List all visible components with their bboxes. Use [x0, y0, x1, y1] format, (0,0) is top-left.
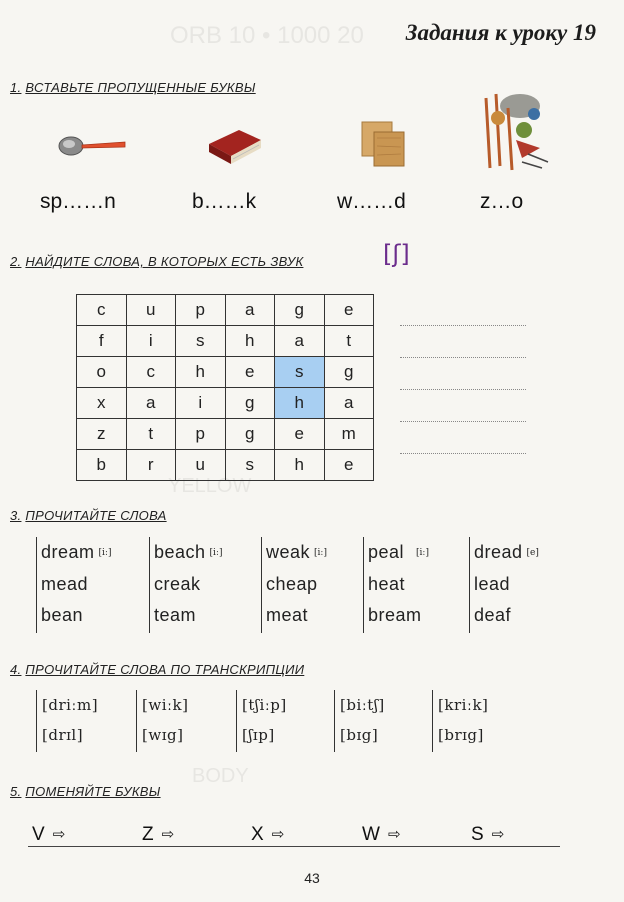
grid-row [77, 450, 374, 481]
grid-cell[interactable]: t [126, 419, 176, 450]
word: bean [41, 605, 84, 625]
section-5-title: ПОМЕНЯЙТЕ БУКВЫ [25, 784, 161, 799]
grid-cell[interactable]: f [77, 326, 127, 357]
letter-change-row [30, 824, 560, 848]
grid-row [77, 326, 374, 357]
grid-cell[interactable]: g [324, 357, 374, 388]
grid-cell[interactable]: g [275, 295, 325, 326]
transcription-column [136, 690, 236, 752]
grid-cell[interactable]: h [275, 388, 325, 419]
arrow-right-icon: ⇨ [491, 826, 505, 843]
transcription: [brɪg] [438, 726, 484, 744]
grid-cell[interactable]: z [77, 419, 127, 450]
word-column [149, 537, 261, 633]
grid-cell[interactable]: c [126, 357, 176, 388]
word: bream [368, 605, 422, 625]
grid-cell[interactable]: c [77, 295, 127, 326]
grid-cell[interactable]: m [324, 419, 374, 450]
letter-change-item: Z ⇨ [142, 824, 175, 845]
word-column [363, 537, 469, 633]
section-3-heading [10, 508, 167, 523]
grid-cell[interactable]: e [275, 419, 325, 450]
transcription-column [236, 690, 334, 752]
section-1-title: ВСТАВЬТЕ ПРОПУЩЕННЫЕ БУКВЫ [25, 80, 256, 95]
section-2-heading [10, 254, 303, 269]
word: creak [154, 574, 201, 594]
grid-cell[interactable]: e [324, 450, 374, 481]
section-5-heading [10, 784, 161, 799]
wood-icon [360, 120, 406, 173]
word: deaf [474, 605, 512, 625]
transcription: [bɪg] [340, 726, 379, 744]
grid-cell[interactable]: i [176, 388, 226, 419]
grid-cell[interactable]: g [225, 419, 275, 450]
section-3-number: 3. [10, 508, 22, 523]
grid-cell[interactable]: a [275, 326, 325, 357]
section-2-number: 2. [10, 254, 22, 269]
column-head-word: beach [iː] [154, 542, 223, 562]
answer-line[interactable] [400, 453, 526, 454]
grid-cell[interactable]: b [77, 450, 127, 481]
grid-cell[interactable]: h [275, 450, 325, 481]
grid-cell[interactable]: p [176, 419, 226, 450]
transcription-column [334, 690, 432, 752]
answer-line[interactable] [400, 421, 526, 422]
grid-cell[interactable]: e [225, 357, 275, 388]
read-words-table [36, 537, 569, 633]
zoo-icon [478, 88, 552, 177]
letter-change-item: W ⇨ [362, 824, 401, 845]
section-3-title: ПРОЧИТАЙТЕ СЛОВА [25, 508, 167, 523]
transcription: [tʃiːp] [242, 696, 287, 714]
transcription: [biːtʃ] [340, 696, 385, 714]
grid-row [77, 419, 374, 450]
grid-row [77, 388, 374, 419]
transcription-column [36, 690, 136, 752]
missing-letters-word-2: b……k [192, 190, 257, 213]
column-head-word: dread [e] [474, 542, 539, 562]
grid-cell[interactable]: s [176, 326, 226, 357]
grid-cell[interactable]: u [126, 295, 176, 326]
grid-cell[interactable]: g [225, 388, 275, 419]
transcription-column [432, 690, 532, 752]
answer-line[interactable] [400, 325, 526, 326]
grid-cell[interactable]: p [176, 295, 226, 326]
letter-change-item: S ⇨ [471, 824, 505, 845]
transcription: [wɪg] [142, 726, 184, 744]
arrow-right-icon: ⇨ [161, 826, 175, 843]
grid-row [77, 295, 374, 326]
letter-grid [76, 294, 374, 481]
transcription: [ʃɪp] [242, 726, 275, 744]
section-1-number: 1. [10, 80, 22, 95]
grid-cell[interactable]: s [225, 450, 275, 481]
arrow-right-icon: ⇨ [387, 826, 401, 843]
grid-cell[interactable]: s [275, 357, 325, 388]
word: meat [266, 605, 309, 625]
column-head-word: peal [iː] [368, 542, 429, 562]
section-4-title: ПРОЧИТАЙТЕ СЛОВА ПО ТРАНСКРИПЦИИ [25, 662, 305, 677]
book-icon [205, 124, 265, 173]
section-1-heading [10, 80, 256, 95]
grid-cell[interactable]: i [126, 326, 176, 357]
arrow-right-icon: ⇨ [52, 826, 66, 843]
column-head-word: weak [iː] [266, 542, 327, 562]
word-column [36, 537, 149, 633]
missing-letters-word-3: w……d [337, 190, 406, 213]
grid-cell[interactable]: t [324, 326, 374, 357]
section-2-title: НАЙДИТЕ СЛОВА, В КОТОРЫХ ЕСТЬ ЗВУК [25, 254, 304, 269]
target-sound: [ʃ] [383, 240, 410, 268]
word-column [469, 537, 569, 633]
transcription-table [36, 690, 532, 752]
grid-cell[interactable]: a [225, 295, 275, 326]
transcription: [driːm] [42, 696, 99, 714]
grid-cell[interactable]: h [225, 326, 275, 357]
grid-cell[interactable]: e [324, 295, 374, 326]
word: heat [368, 574, 406, 594]
transcription: [drɪl] [42, 726, 84, 744]
column-head-word: dream [iː] [41, 542, 112, 562]
grid-cell[interactable]: h [176, 357, 226, 388]
section-5-number: 5. [10, 784, 22, 799]
page-title: Задания к уроку 19 [405, 20, 596, 45]
answer-line[interactable] [28, 846, 560, 847]
grid-cell[interactable]: x [77, 388, 127, 419]
word-column [261, 537, 363, 633]
grid-cell[interactable]: u [176, 450, 226, 481]
answer-line[interactable] [400, 357, 526, 358]
letter-change-item: X ⇨ [251, 824, 285, 845]
transcription: [kriːk] [438, 696, 489, 714]
word: cheap [266, 574, 318, 594]
section-4-number: 4. [10, 662, 22, 677]
grid-cell[interactable]: r [126, 450, 176, 481]
arrow-right-icon: ⇨ [271, 826, 285, 843]
transcription: [wiːk] [142, 696, 189, 714]
spoon-icon [55, 128, 127, 169]
word: lead [474, 574, 511, 594]
grid-cell[interactable]: a [324, 388, 374, 419]
page-number: 43 [304, 870, 320, 886]
grid-row [77, 357, 374, 388]
section-4-heading [10, 662, 304, 677]
word: mead [41, 574, 89, 594]
missing-letters-word-4: z…o [480, 190, 524, 213]
answer-line[interactable] [400, 389, 526, 390]
grid-cell[interactable]: o [77, 357, 127, 388]
word: team [154, 605, 197, 625]
letter-change-item: V ⇨ [32, 824, 66, 845]
grid-cell[interactable]: a [126, 388, 176, 419]
missing-letters-word-1: sp……n [40, 190, 116, 213]
